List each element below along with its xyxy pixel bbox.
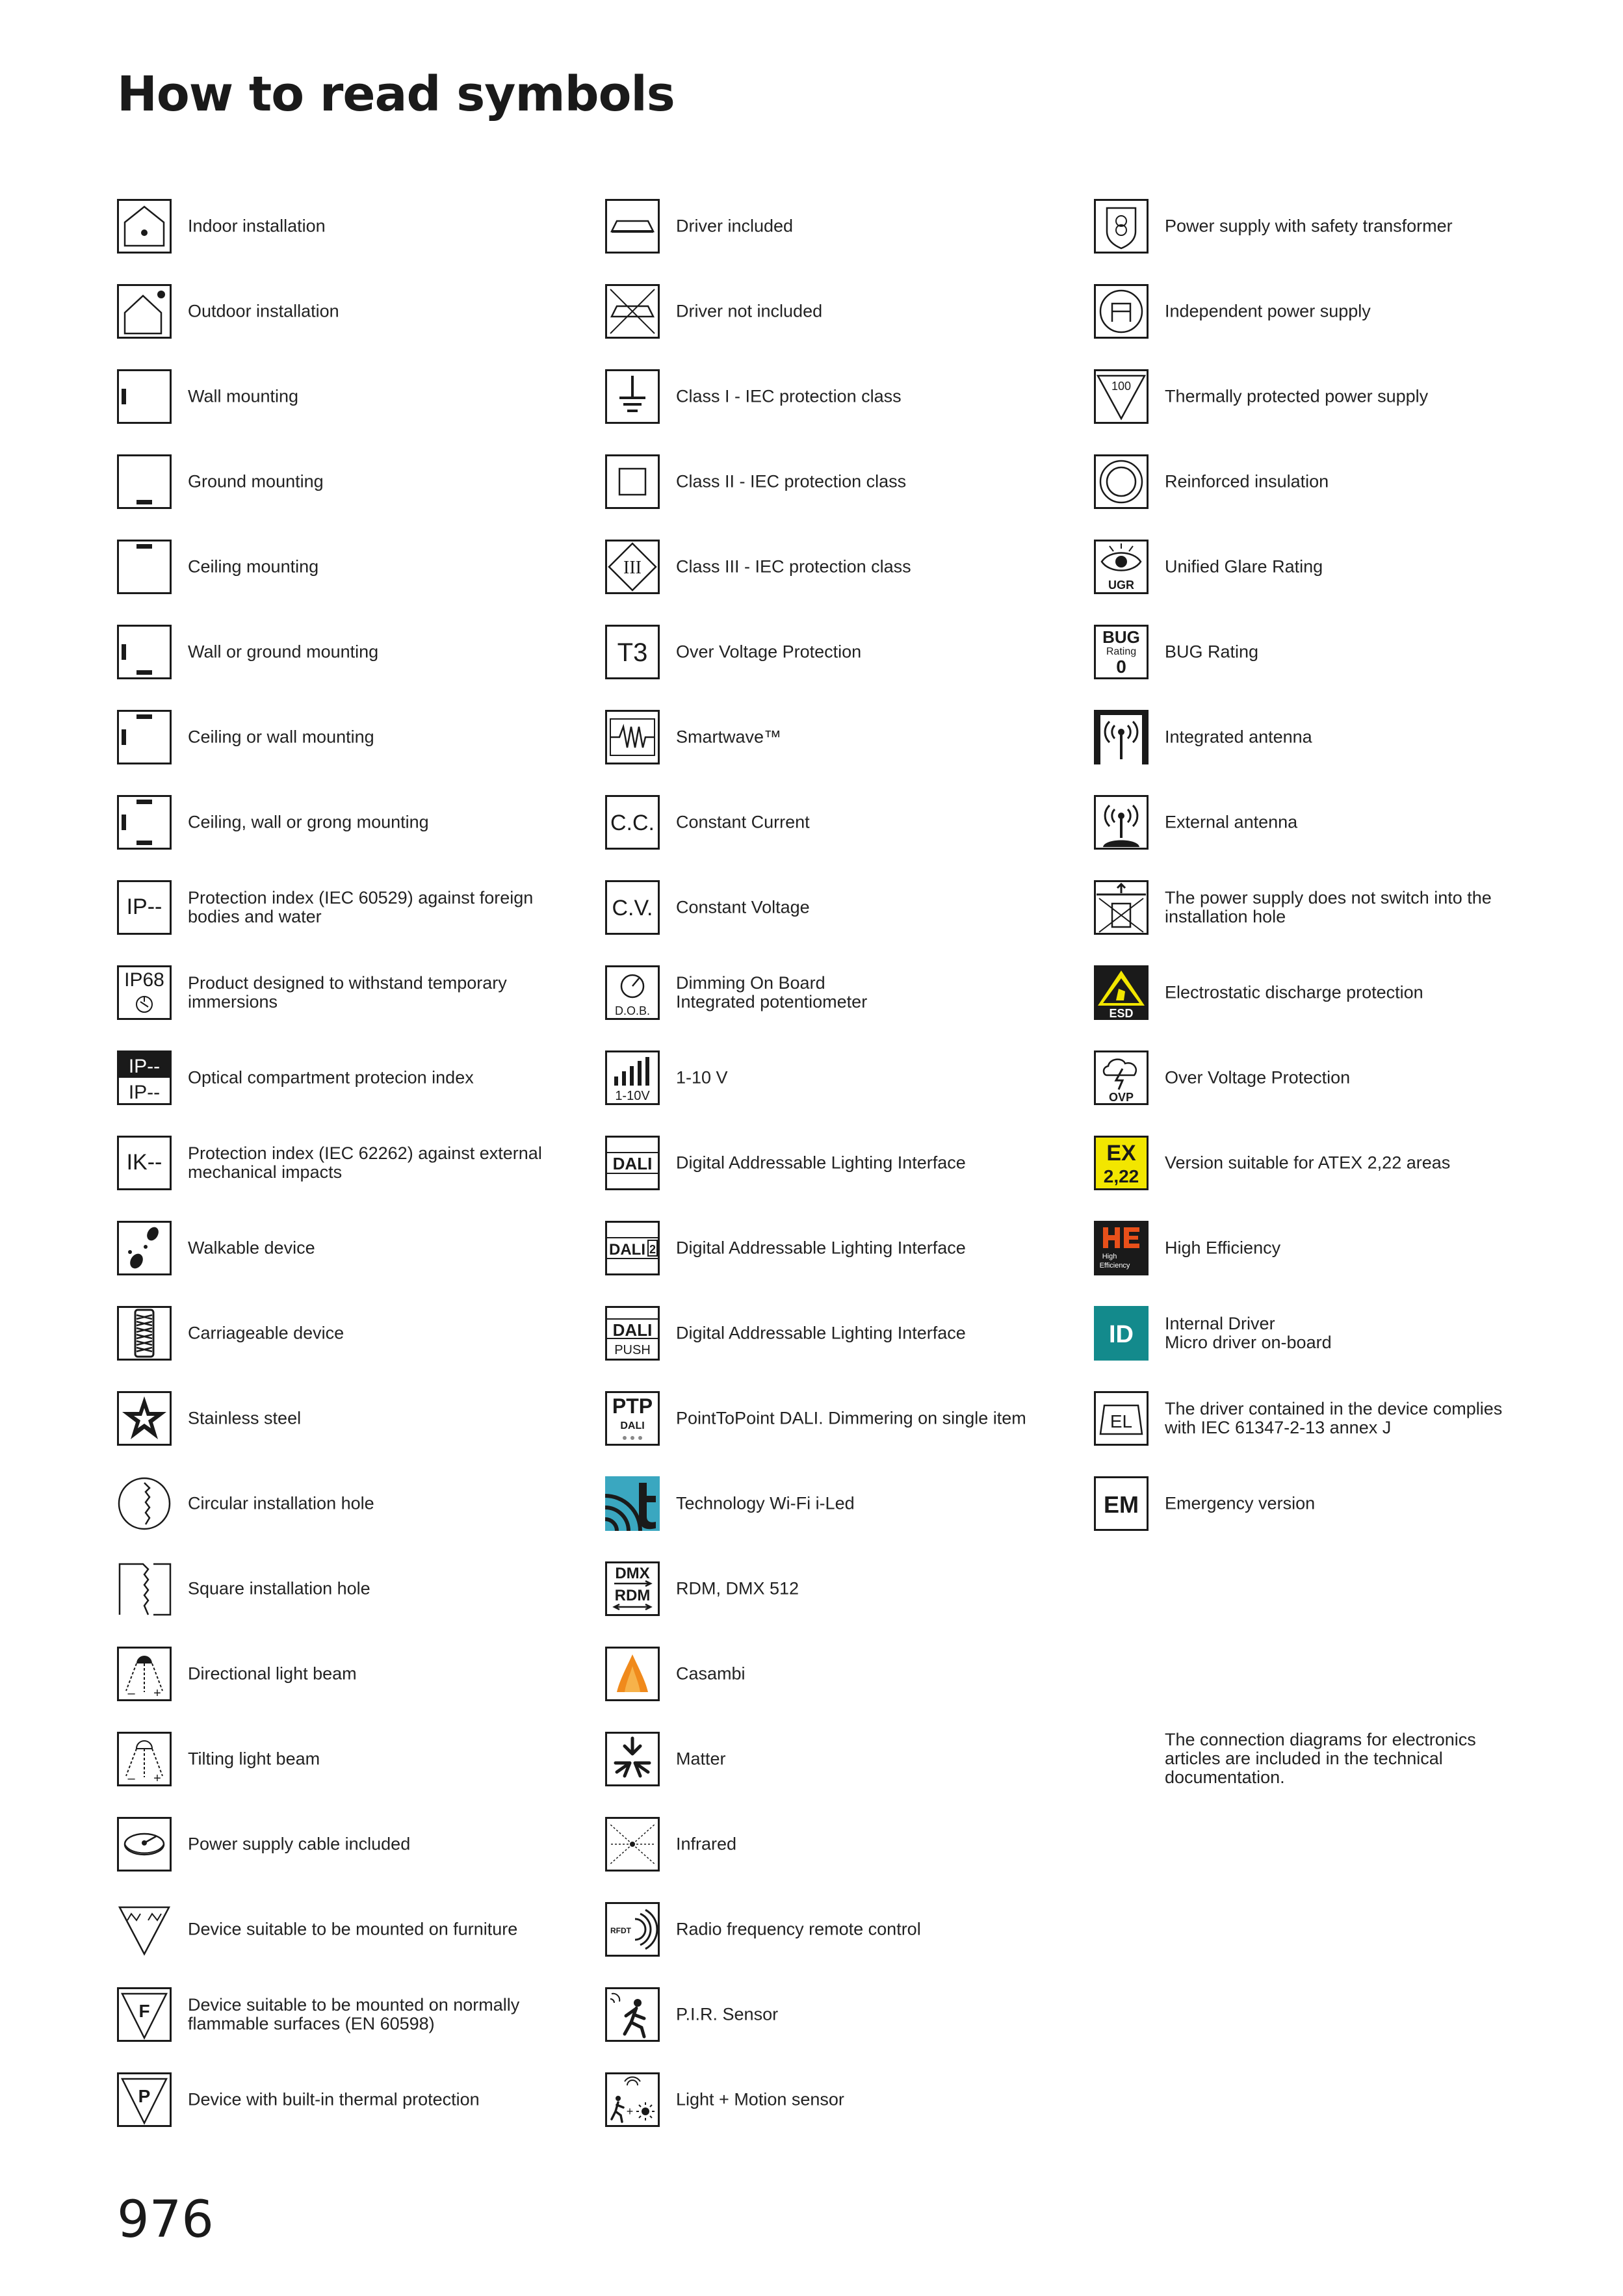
svg-text:C.C.: C.C. — [610, 811, 655, 835]
furniture-mount-icon — [117, 1902, 172, 1957]
driver-included-icon — [605, 199, 660, 254]
symbol-label: Ceiling or wall mounting — [188, 727, 374, 747]
svg-text:F: F — [138, 2001, 150, 2021]
ptp-icon — [605, 1391, 660, 1446]
symbol-label: Constant Voltage — [676, 897, 810, 917]
symbol-label: BUG Rating — [1165, 642, 1259, 662]
symbol-label: Integrated antenna — [1165, 727, 1312, 747]
symbol-label: Technology Wi-Fi i-Led — [676, 1493, 855, 1513]
svg-text:IP--: IP-- — [126, 894, 162, 919]
dali-icon — [605, 1136, 660, 1190]
svg-text:UGR: UGR — [1108, 579, 1134, 592]
thermal-protection-icon — [117, 2072, 172, 2127]
circular-hole-icon — [117, 1476, 172, 1531]
wall-mounting-icon — [117, 369, 172, 424]
symbol-label: Smartwave™ — [676, 727, 782, 747]
dmx-rdm-icon — [605, 1561, 660, 1616]
svg-text:–: – — [127, 1686, 135, 1701]
svg-text:1-10V: 1-10V — [615, 1089, 650, 1103]
svg-text:IP--: IP-- — [128, 1056, 161, 1077]
symbol-label: Directional light beam — [188, 1663, 357, 1684]
svg-text:EL: EL — [1110, 1411, 1133, 1431]
symbol-label: Radio frequency remote control — [676, 1919, 921, 1939]
svg-text:III: III — [623, 558, 642, 578]
dali2-icon — [605, 1221, 660, 1275]
symbol-label: Outdoor installation — [188, 301, 339, 321]
rf-remote-icon — [605, 1902, 660, 1957]
symbol-label: Walkable device — [188, 1238, 315, 1258]
light-motion-sensor-icon — [605, 2072, 660, 2127]
symbol-label: Protection index (IEC 60529) against foreign bodies and water — [188, 888, 534, 926]
svg-text:DALI: DALI — [612, 1154, 653, 1173]
symbol-label: Reinforced insulation — [1165, 471, 1329, 491]
svg-text:0: 0 — [1116, 657, 1126, 677]
symbol-label: Unified Glare Rating — [1165, 556, 1323, 577]
symbol-label: Digital Addressable Lighting Interface — [676, 1238, 966, 1258]
wall-ground-mounting-icon — [117, 625, 172, 679]
t3-icon — [605, 625, 660, 679]
tilting-beam-icon — [117, 1732, 172, 1786]
symbol-label: Matter — [676, 1749, 726, 1769]
symbol-label: Stainless steel — [188, 1408, 302, 1428]
symbol-label: Ground mounting — [188, 471, 324, 491]
svg-text:ESD: ESD — [1109, 1007, 1134, 1020]
infrared-icon — [605, 1817, 660, 1872]
symbol-label: Wall mounting — [188, 386, 299, 406]
symbol-label: Power supply with safety transformer — [1165, 216, 1453, 236]
ceiling-mounting-icon — [117, 540, 172, 594]
indoor-installation-icon — [117, 199, 172, 254]
class-3-icon — [605, 540, 660, 594]
svg-text:Efficiency: Efficiency — [1099, 1262, 1130, 1270]
symbol-label: Class II - IEC protection class — [676, 471, 907, 491]
symbol-label: Digital Addressable Lighting Interface — [676, 1323, 966, 1343]
constant-current-icon — [605, 795, 660, 850]
walkable-icon — [117, 1221, 172, 1275]
ceiling-wall-mounting-icon — [117, 710, 172, 764]
symbol-label: Product designed to withstand temporary immersions — [188, 973, 507, 1011]
svg-text:IP68: IP68 — [124, 969, 164, 991]
internal-driver-icon — [1094, 1306, 1149, 1361]
symbol-label: Indoor installation — [188, 216, 326, 236]
svg-text:PUSH: PUSH — [614, 1343, 651, 1357]
symbol-label: Square installation hole — [188, 1578, 370, 1598]
esd-icon — [1094, 965, 1149, 1020]
emergency-icon — [1094, 1476, 1149, 1531]
symbol-label: The power supply does not switch into the installation hole — [1165, 888, 1492, 926]
symbol-label: Device with built-in thermal protection — [188, 2089, 480, 2109]
svg-text:EX: EX — [1106, 1141, 1136, 1166]
symbol-label: External antenna — [1165, 812, 1298, 832]
outdoor-installation-icon — [117, 284, 172, 339]
svg-text:OVP: OVP — [1108, 1091, 1134, 1104]
symbol-label: Emergency version — [1165, 1493, 1316, 1513]
svg-text:RDM: RDM — [614, 1587, 651, 1604]
thermally-protected-icon — [1094, 369, 1149, 424]
dob-icon — [605, 965, 660, 1020]
symbol-label: Electrostatic discharge protection — [1165, 982, 1423, 1002]
bug-rating-icon — [1094, 625, 1149, 679]
svg-text:D.O.B.: D.O.B. — [614, 1004, 651, 1017]
symbol-label: Digital Addressable Lighting Interface — [676, 1153, 966, 1173]
pir-sensor-icon — [605, 1987, 660, 2042]
ip68-icon — [117, 965, 172, 1020]
svg-text:PTP: PTP — [612, 1394, 653, 1418]
external-antenna-icon — [1094, 795, 1149, 850]
svg-text:ID: ID — [1109, 1321, 1134, 1348]
casambi-icon — [605, 1647, 660, 1701]
class-2-icon — [605, 454, 660, 509]
svg-text:EM: EM — [1104, 1491, 1139, 1518]
svg-text:RFDT: RFDT — [610, 1926, 631, 1935]
ceiling-wall-ground-mounting-icon — [117, 795, 172, 850]
svg-text:T3: T3 — [617, 638, 648, 667]
svg-text:P: P — [138, 2086, 151, 2106]
svg-text:Rating: Rating — [1106, 646, 1137, 657]
symbol-label: Circular installation hole — [188, 1493, 374, 1513]
independent-power-icon — [1094, 284, 1149, 339]
stainless-steel-icon — [117, 1391, 172, 1446]
symbol-label: Dimming On Board Integrated potentiometer — [676, 973, 868, 1011]
svg-text:C.V.: C.V. — [612, 896, 653, 920]
symbol-label: Driver included — [676, 216, 794, 236]
1-10v-icon — [605, 1050, 660, 1105]
carriageable-icon — [117, 1306, 172, 1361]
symbol-label: Protection index (IEC 62262) against external mechanical impacts — [188, 1143, 542, 1182]
symbol-label: Device suitable to be mounted on furniture — [188, 1919, 518, 1939]
svg-text:IP--: IP-- — [128, 1082, 161, 1103]
ip-index-icon — [117, 880, 172, 935]
symbol-label: High Efficiency — [1165, 1238, 1281, 1258]
ovp-icon — [1094, 1050, 1149, 1105]
dali-push-icon — [605, 1306, 660, 1361]
flammable-surface-icon — [117, 1987, 172, 2042]
wifi-iled-icon — [605, 1476, 660, 1531]
matter-icon — [605, 1732, 660, 1786]
symbol-label: Carriageable device — [188, 1323, 344, 1343]
integrated-antenna-icon — [1094, 710, 1149, 764]
symbol-label: Device suitable to be mounted on normally flammable surfaces (EN 60598) — [188, 1995, 520, 2033]
symbol-label: Ceiling, wall or grong mounting — [188, 812, 429, 832]
symbol-label: P.I.R. Sensor — [676, 2004, 779, 2024]
el-icon — [1094, 1391, 1149, 1446]
symbol-label: Version suitable for ATEX 2,22 areas — [1165, 1153, 1451, 1173]
atex-icon — [1094, 1136, 1149, 1190]
symbol-label: 1-10 V — [676, 1067, 728, 1088]
constant-voltage-icon — [605, 880, 660, 935]
driver-not-included-icon — [605, 284, 660, 339]
square-hole-icon — [117, 1561, 172, 1616]
symbol-label: Class III - IEC protection class — [676, 556, 911, 577]
symbol-label: Ceiling mounting — [188, 556, 319, 577]
svg-text:2: 2 — [649, 1243, 656, 1256]
symbol-label: Over Voltage Protection — [676, 642, 862, 662]
symbol-label: Over Voltage Protection — [1165, 1067, 1351, 1088]
directional-beam-icon — [117, 1647, 172, 1701]
class-1-icon — [605, 369, 660, 424]
symbol-label: Light + Motion sensor — [676, 2089, 844, 2109]
svg-text:+: + — [153, 1771, 161, 1786]
symbol-label: Optical compartment protecion index — [188, 1067, 474, 1088]
safety-transformer-icon — [1094, 199, 1149, 254]
optical-ip-icon — [117, 1050, 172, 1105]
reinforced-insulation-icon — [1094, 454, 1149, 509]
svg-text:–: – — [127, 1771, 135, 1786]
svg-text:BUG: BUG — [1102, 627, 1140, 647]
no-switch-hole-icon — [1094, 880, 1149, 935]
symbol-label: Class I - IEC protection class — [676, 386, 902, 406]
symbol-label: PointToPoint DALI. Dimmering on single item — [676, 1408, 1026, 1428]
svg-text:100: 100 — [1111, 380, 1132, 393]
page-number: 976 — [117, 2191, 214, 2249]
symbol-label: Power supply cable included — [188, 1834, 411, 1854]
symbol-label: Wall or ground mounting — [188, 642, 379, 662]
svg-text:DMX: DMX — [615, 1565, 650, 1582]
symbol-label: Internal Driver Micro driver on-board — [1165, 1314, 1332, 1352]
symbol-label: The driver contained in the device complies with IEC 61347-2-13 annex J — [1165, 1399, 1503, 1437]
svg-text:DALI: DALI — [609, 1241, 645, 1259]
symbol-label: Constant Current — [676, 812, 810, 832]
symbol-label: Thermally protected power supply — [1165, 386, 1429, 406]
svg-text:+: + — [153, 1686, 161, 1701]
symbol-label: Infrared — [676, 1834, 737, 1854]
symbol-label: RDM, DMX 512 — [676, 1578, 799, 1598]
symbol-label: Independent power supply — [1165, 301, 1371, 321]
ugr-icon — [1094, 540, 1149, 594]
page-title: How to read symbols — [117, 66, 675, 122]
svg-text:IK--: IK-- — [126, 1150, 162, 1175]
high-efficiency-icon — [1094, 1221, 1149, 1275]
svg-text:DALI: DALI — [620, 1420, 645, 1431]
ik-index-icon — [117, 1136, 172, 1190]
power-cable-icon — [117, 1817, 172, 1872]
svg-text:+: + — [626, 2105, 634, 2118]
symbol-label: Tilting light beam — [188, 1749, 320, 1769]
ground-mounting-icon — [117, 454, 172, 509]
symbol-label: Casambi — [676, 1663, 746, 1684]
svg-text:High: High — [1102, 1253, 1117, 1260]
connection-diagrams-note: The connection diagrams for electronics articles are included in the technical documentation. — [1165, 1730, 1476, 1787]
svg-text:DALI: DALI — [612, 1320, 653, 1340]
symbol-label: Driver not included — [676, 301, 823, 321]
smartwave-icon — [605, 710, 660, 764]
svg-text:2,22: 2,22 — [1103, 1166, 1139, 1186]
